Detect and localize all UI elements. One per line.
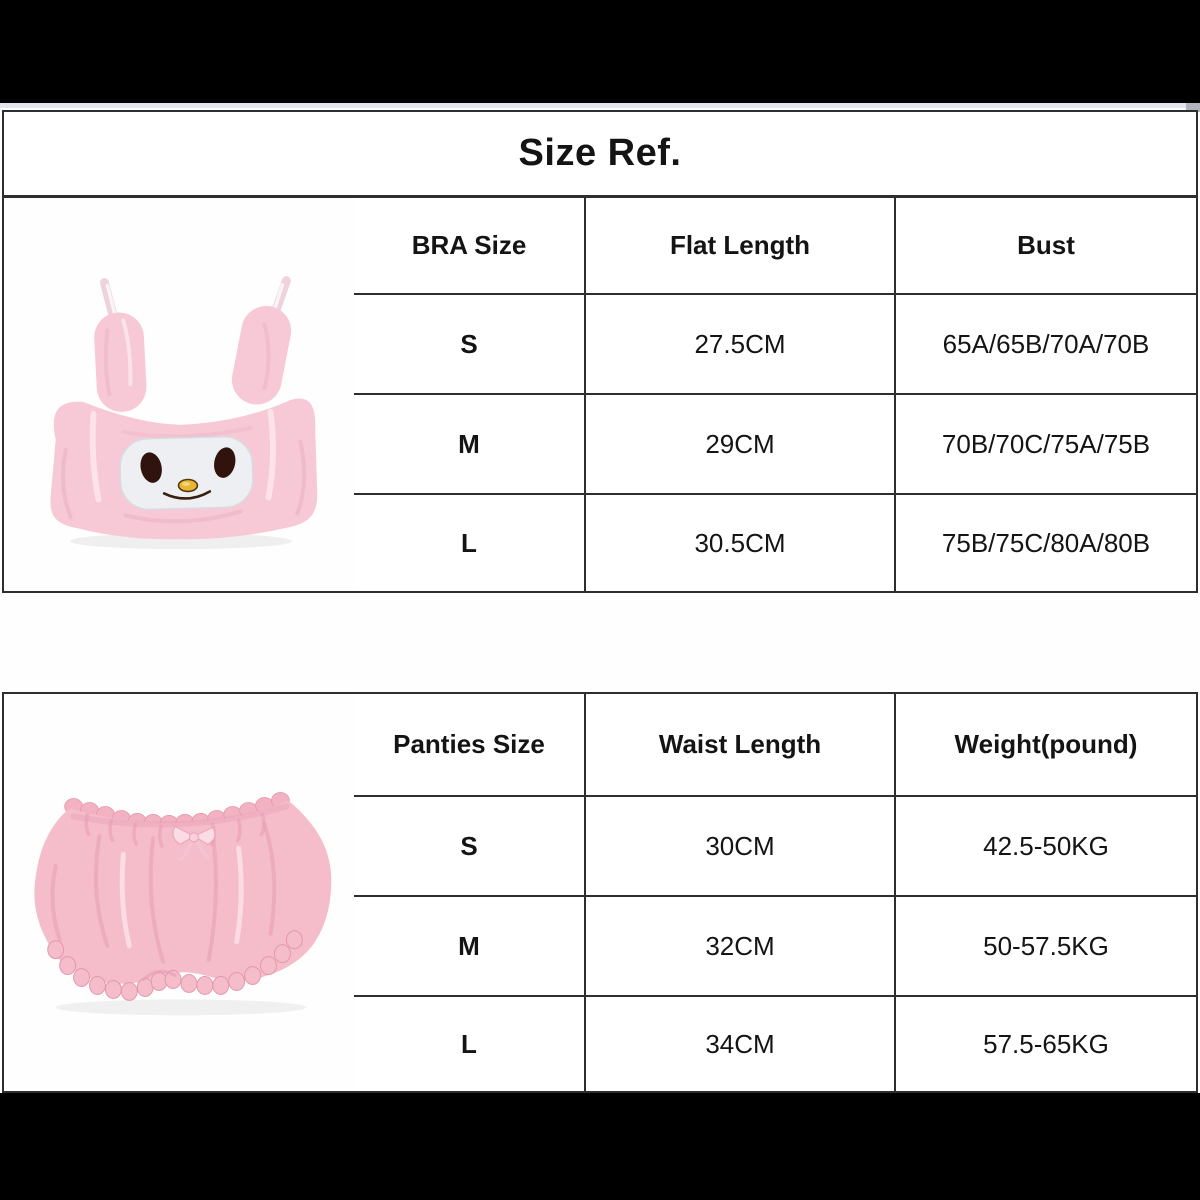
bra-header-bust: Bust — [894, 198, 1196, 293]
panties-row-m-size: M — [354, 895, 584, 995]
page-title: Size Ref. — [518, 132, 682, 174]
bra-row-l-bust: 75B/75C/80A/80B — [894, 493, 1196, 591]
bra-size-table — [2, 196, 1198, 593]
bra-row-s-flat: 27.5CM — [584, 293, 894, 393]
panties-header-waist: Waist Length — [584, 694, 894, 795]
panties-row-l-waist: 34CM — [584, 995, 894, 1091]
panties-row-m-waist: 32CM — [584, 895, 894, 995]
size-chart-sheet — [0, 103, 1200, 1093]
panties-row-l-size: L — [354, 995, 584, 1091]
bra-row-s-size: S — [354, 293, 584, 393]
panties-header-size: Panties Size — [393, 729, 545, 759]
panties-row-m-weight: 50-57.5KG — [894, 895, 1196, 995]
bra-product-image — [4, 198, 354, 591]
bottom-letterbox-bar — [0, 1093, 1200, 1200]
title-box — [2, 110, 1198, 197]
bra-bunny-ears — [93, 302, 296, 413]
panties-row-l-weight: 57.5-65KG — [894, 995, 1196, 1091]
panties-size-table — [2, 692, 1198, 1093]
top-strip — [0, 103, 1200, 108]
bra-row-s-bust: 65A/65B/70A/70B — [894, 293, 1196, 393]
bra-row-m-size: M — [354, 393, 584, 493]
bra-header-flat-length: Flat Length — [584, 198, 894, 293]
bra-product-image-cell — [4, 198, 354, 591]
top-letterbox-bar — [0, 0, 1200, 103]
bra-row-m-bust: 70B/70C/75A/75B — [894, 393, 1196, 493]
bra-header-size: BRA Size — [411, 230, 527, 260]
panties-product-image-cell — [4, 694, 354, 1091]
panties-product-image — [4, 694, 354, 1091]
bra-character-face — [119, 436, 253, 510]
bra-row-m-flat: 29CM — [584, 393, 894, 493]
bra-row-l-size: L — [354, 493, 584, 591]
panties-row-s-weight: 42.5-50KG — [894, 795, 1196, 895]
panties-row-s-size: S — [354, 795, 584, 895]
panties-row-s-waist: 30CM — [584, 795, 894, 895]
panties-header-weight: Weight(pound) — [894, 694, 1196, 795]
bra-row-l-flat: 30.5CM — [584, 493, 894, 591]
